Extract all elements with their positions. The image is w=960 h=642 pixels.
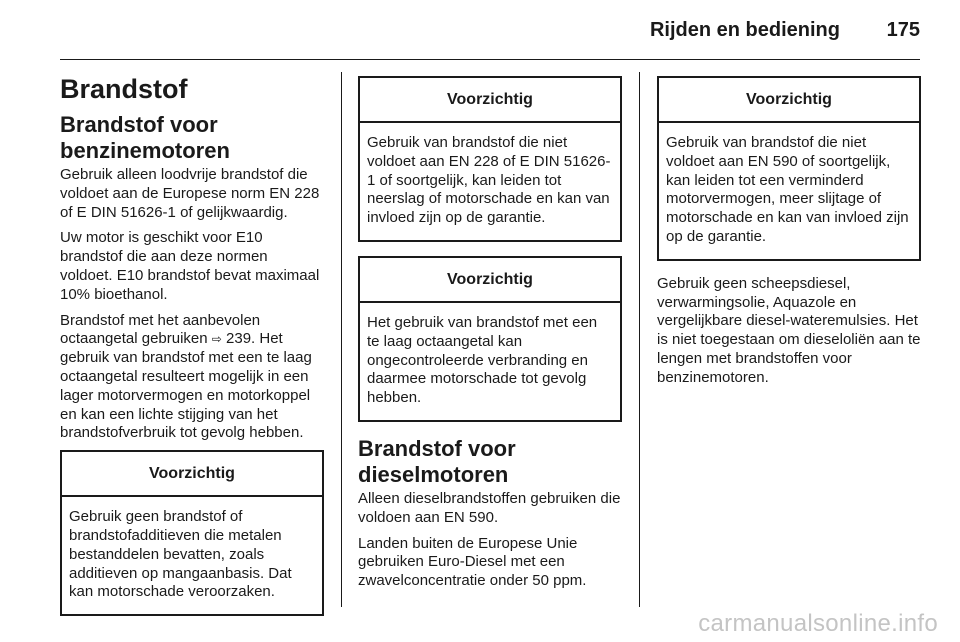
watermark: carmanualsonline.info [698,610,938,637]
page-reference-link[interactable]: 239 [226,330,252,348]
page-number: 175 [886,19,920,41]
paragraph-no-marine-diesel: Gebruik geen scheepsdiesel, verwarmingsolie, Aquazole en vergelijkbare diesel-wateremulsies. Het is niet toegestaan om dieseloliën aan te lengen met brandstoffen voor benzinemotoren. [657,274,921,386]
caution-box-diesel-standard [657,76,921,261]
caution-box-fuel-standard [358,76,622,242]
subheading-diesel-engines: Brandstof voor dieselmotoren [358,435,516,487]
paragraph-unleaded: Gebruik alleen loodvrije brandstof die voldoet aan de Europese norm EN 228 of E DIN 51626-1 of gelijkwaardig. [60,166,320,221]
column-2 [358,76,622,598]
caution-title: Voorzichtig [659,78,919,123]
paragraph-euro-diesel: Landen buiten de Europese Unie gebruiken Euro-Diesel met een zwavelconcentratie onder 50 ppm. [358,534,587,590]
paragraph-diesel-en590: Alleen dieselbrandstoffen gebruiken die voldoen aan EN 590. [358,489,621,526]
octane-text-before: Brandstof met het aanbevolen octaangetal gebruiken [60,311,261,348]
caution-box-additives [60,450,324,616]
caution-box-low-octane [358,256,622,422]
page-reference-arrow-icon: ⇨ [211,332,222,347]
header-rule [60,59,920,60]
section-heading-fuel: Brandstof [60,74,188,104]
column-3 [657,76,921,395]
column-divider-2 [639,72,640,607]
caution-title: Voorzichtig [360,258,620,303]
caution-text: Gebruik geen brandstof of brandstofadditieven die metalen bestanddelen bevatten, zoals additieven op mangaanbasis. Dat kan motorschade veroorzaken. [69,508,292,601]
caution-title: Voorzichtig [360,78,620,123]
paragraph-e10: Uw motor is geschikt voor E10 brandstof die aan deze normen voldoet. E10 brandstof bevat maximaal 10% bioethanol. [60,229,320,303]
page-header-title: Rijden en bediening [649,19,840,41]
paragraph-octane [60,312,324,444]
column-1 [60,72,324,630]
caution-text: Gebruik van brandstof die niet voldoet aan EN 590 of soortgelijk, kan leiden tot een verminderd motorvermogen, meer slijtage of motorschade en kan van invloed zijn op de garantie. [666,134,909,245]
column-divider-1 [341,72,342,607]
caution-title: Voorzichtig [62,452,322,497]
subheading-petrol-engines: Brandstof voor benzinemotoren [60,112,230,163]
caution-text: Gebruik van brandstof die niet voldoet aan EN 228 of E DIN 51626-1 of soortgelijk, kan leiden tot neerslag of motorschade en kan van invloed zijn op de garantie. [367,134,611,227]
caution-text: Het gebruik van brandstof met een te laag octaangetal kan ongecontroleerde verbranding en daarmee motorschade tot gevolg hebben. [367,313,598,407]
octane-text-after: . Het gebruik van brandstof met een te laag octaangetal resulteert mogelijk in een lager motorvermogen en motorkoppel en kan een lichte stijging van het brandstofverbruik tot gevolg hebben. [60,330,312,442]
